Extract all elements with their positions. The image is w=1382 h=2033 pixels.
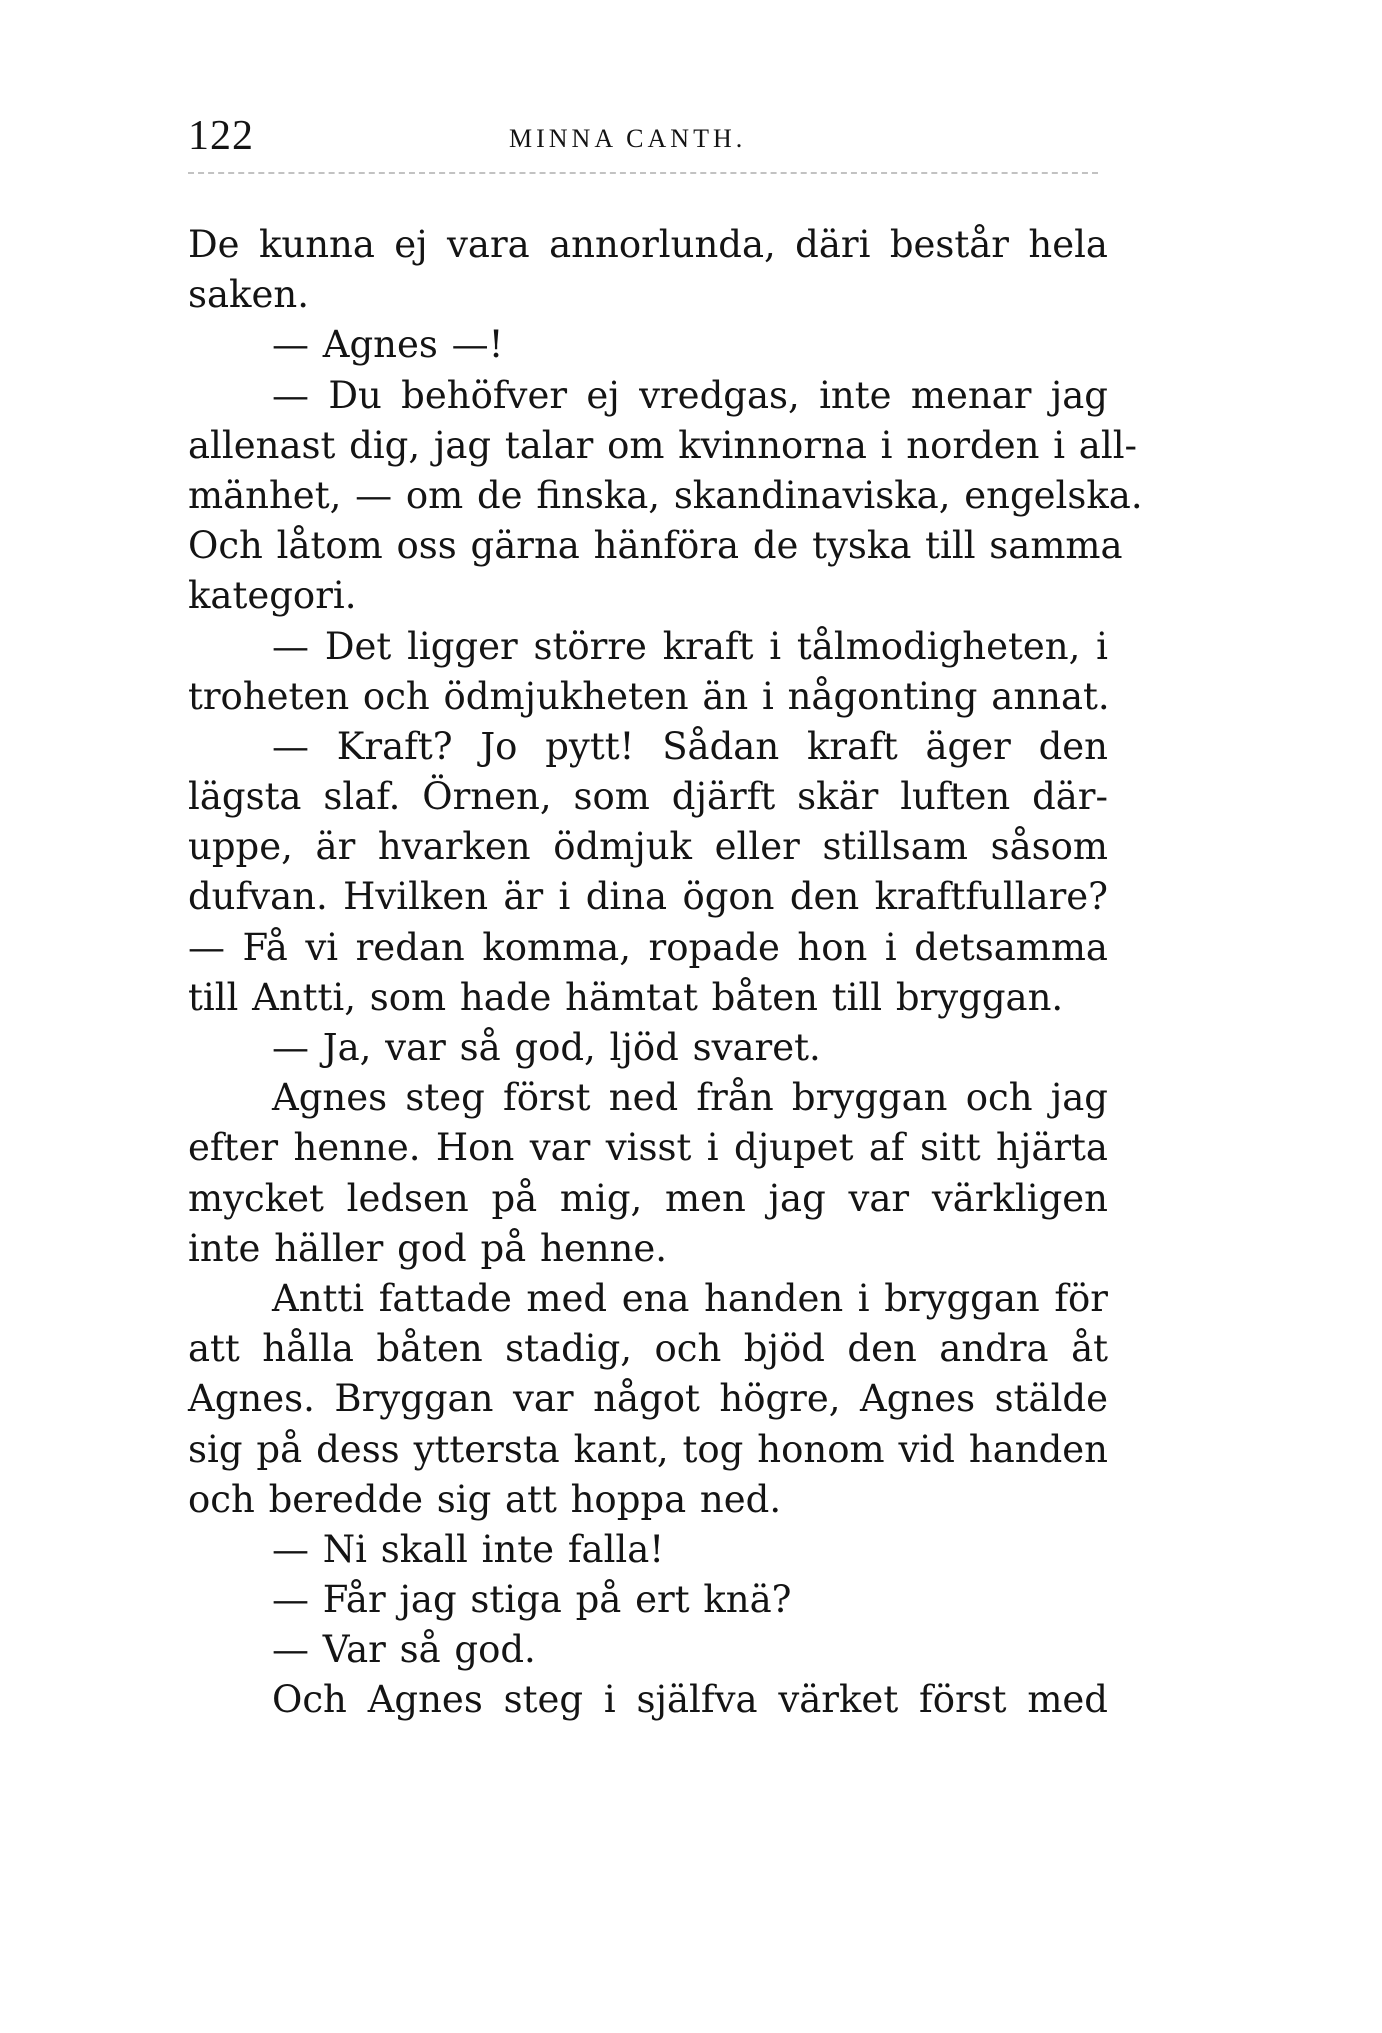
text-line: Agnes. Bryggan var något högre, Agnes stälde bbox=[188, 1377, 1108, 1421]
text-line: till Antti, som hade hämtat båten till bryggan. bbox=[188, 975, 1064, 1019]
text-line: mänhet, — om de finska, skandinaviska, engelska. bbox=[188, 473, 1143, 517]
text-line: Antti fattade med ena handen i bryggan för bbox=[272, 1276, 1108, 1320]
page-number: 122 bbox=[188, 113, 254, 159]
text-line: och beredde sig att hoppa ned. bbox=[188, 1477, 782, 1521]
text-line: — Ni skall inte falla! bbox=[272, 1527, 665, 1571]
text-line: — Får jag stiga på ert knä? bbox=[272, 1578, 792, 1622]
header-rule bbox=[188, 172, 1098, 174]
text-line: saken. bbox=[188, 273, 309, 317]
text-line: — Få vi redan komma, ropade hon i detsamma bbox=[188, 925, 1108, 969]
text-line: Och låtom oss gärna hänföra de tyska till samma bbox=[188, 524, 1123, 568]
text-line: inte häller god på henne. bbox=[188, 1226, 668, 1270]
text-line: — Agnes —! bbox=[272, 323, 504, 367]
text-line: troheten och ödmjukheten än i någonting annat. bbox=[188, 674, 1110, 718]
body-text bbox=[188, 220, 1143, 1726]
text-line: mycket ledsen på mig, men jag var värkligen bbox=[188, 1176, 1108, 1220]
running-head: MINNA CANTH. bbox=[509, 124, 747, 153]
text-line: efter henne. Hon var visst i djupet af sitt hjärta bbox=[188, 1126, 1108, 1170]
text-line: allenast dig, jag talar om kvinnorna i norden i all- bbox=[188, 423, 1138, 467]
text-line: att hålla båten stadig, och bjöd den andra åt bbox=[188, 1327, 1108, 1371]
page-header bbox=[188, 112, 1100, 162]
text-line: lägsta slaf. Örnen, som djärft skär luften där- bbox=[188, 775, 1108, 819]
text-line: — Ja, var så god, ljöd svaret. bbox=[272, 1026, 821, 1069]
text-line: dufvan. Hvilken är i dina ögon den kraftfullare? bbox=[188, 875, 1108, 919]
text-line: — Det ligger större kraft i tålmodigheten, i bbox=[272, 624, 1108, 668]
text-line: — Du behöfver ej vredgas, inte menar jag bbox=[272, 373, 1108, 417]
text-line: — Kraft? Jo pytt! Sådan kraft äger den bbox=[272, 724, 1108, 768]
text-line: kategori. bbox=[188, 574, 357, 618]
text-line: Agnes steg först ned från bryggan och jag bbox=[272, 1076, 1108, 1120]
text-line: uppe, är hvarken ödmjuk eller stillsam såsom bbox=[188, 825, 1108, 869]
text-line: Och Agnes steg i själfva värket först med bbox=[272, 1678, 1108, 1722]
text-line: De kunna ej vara annorlunda, däri består hela bbox=[188, 223, 1108, 266]
text-line: sig på dess yttersta kant, tog honom vid handen bbox=[188, 1427, 1108, 1471]
text-line: — Var så god. bbox=[272, 1628, 536, 1672]
